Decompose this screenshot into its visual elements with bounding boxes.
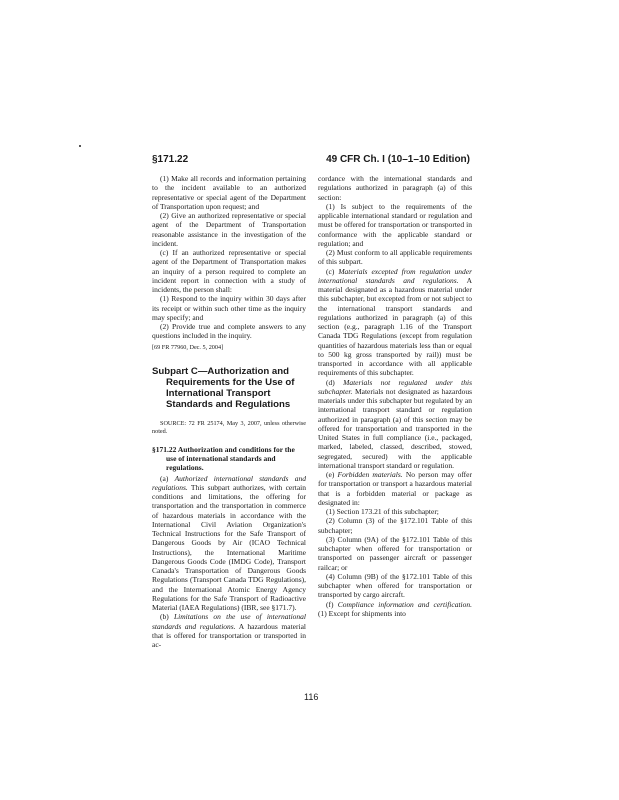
source-note: SOURCE: 72 FR 25174, May 3, 2007, unless otherwise noted. (152, 419, 306, 435)
running-head-title: 49 CFR Ch. I (10–1–10 Edition) (326, 154, 470, 165)
right-column (318, 174, 472, 618)
list-item: (3) Column (9A) of the §172.101 Table of this subchapter when offered for transportation or transported on passenger aircraft or passenger railcar; or (318, 534, 472, 572)
para-text: No person may offer for transportation or transport a hazardous material that is a forbidden material or package as designated in: (318, 470, 473, 507)
para-title: Compliance information and certification. (337, 599, 472, 609)
paragraph-e (318, 470, 472, 507)
para-label: (f) (326, 599, 338, 609)
para-label: (d) (326, 377, 344, 387)
paragraph: (1) Make all records and information pertaining to the incident available to an authorized representative or special agent of the Department of Transportation upon request; and (152, 174, 306, 211)
para-text: Materials not designated as hazardous materials under this subchapter but regulated by an international transport standard or regulation authorized in paragraph (a) of this section may be offered for transportation and transported in the United States in full compliance (i.e., packaged, marked, labeled, classed, described, stowed, segregated, secured) with the applicable international transport standard or regulation. (318, 386, 472, 470)
para-title: Limitations on the use of international standards and regulations. (152, 612, 306, 631)
list-item: (1) Section 173.21 of this subchapter; (326, 507, 439, 516)
para-text: A hazardous material that is offered for transportation or transported in ac- (152, 621, 307, 649)
page-number: 116 (304, 692, 319, 702)
para-label: (e) (326, 470, 338, 479)
paragraph-c (318, 267, 472, 378)
para-title: Materials excepted from regulation under international standards and regulations. (318, 266, 472, 285)
paragraph: (2) Must conform to all applicable requirements of this subpart. (318, 248, 472, 267)
para-label: (b) (160, 612, 174, 622)
paragraph-continuation: cordance with the international standards and regulations authorized in paragraph (a) of this section: (318, 174, 472, 202)
subpart-heading: Subpart C—Authorization and Requirements for the Use of International Transport Standards and Regulations (152, 365, 295, 410)
list-item: (2) Column (3) of the §172.101 Table of this subchapter; (318, 516, 472, 535)
para-title: Forbidden materials. (337, 470, 403, 479)
paragraph-a (152, 474, 306, 613)
para-text: A material designated as a hazardous material under this subchapter, but excepted from or not subject to the international transport standards and regulations authorized in paragraph (a) of this section (e.g., paragraph 1.16 of the Transport Canada TDG Regulations (except from regulation quantities of hazardous materials less than or equal to 500 kg gross transported by rail)) must be transported in accordance with all applicable requirements of this subchapter. (318, 275, 472, 378)
paragraph-d (318, 378, 472, 471)
paragraph-b (152, 612, 306, 649)
citation: [69 FR 77960, Dec. 5, 2004] (152, 343, 224, 351)
paragraph-f (318, 600, 472, 619)
running-head-section: §171.22 (152, 154, 189, 165)
para-label: (c) (326, 266, 339, 276)
left-column (152, 174, 306, 649)
section-heading: §171.22 Authorization and conditions for the use of international standards and regulations. (152, 444, 295, 473)
list-item: (4) Column (9B) of the §172.101 Table of this subchapter when offered for transportation or transported by cargo aircraft. (318, 571, 472, 600)
para-text: This subpart authorizes, with certain conditions and limitations, the offering for transportation and the transportation in commerce of hazardous materials in accordance with the International Civil Aviation Organization's Technical Instructions for the Safe Transport of Dangerous Goods by Air (ICAO Technical Instructions), the International Maritime Dangerous Goods Code (IMDG Code), Transport Canada's Transportation of Dangerous Goods Regulations (Transport Canada TDG Regulations), and the International Atomic Energy Agency Regulations for the Safe Transport of Radioactive Material (IAEA Regulations) (IBR, see §171.7). (152, 482, 306, 612)
para-label: (a) (160, 473, 175, 483)
paragraph: (2) Give an authorized representative or special agent of the Department of Transportation reasonable assistance in the investigation of the incident. (152, 211, 306, 248)
para-title: Materials not regulated under this subchapter. (318, 377, 472, 396)
paragraph: (2) Provide true and complete answers to any questions included in the inquiry. (152, 322, 306, 341)
scan-speck (79, 145, 81, 147)
paragraph: (c) If an authorized representative or special agent of the Department of Transportation makes an inquiry of a person required to complete an incident report in connection with a study of incidents, the person shall: (152, 248, 306, 294)
paragraph: (1) Is subject to the requirements of the applicable international standard or regulation and must be offered for transportation or transported in conformance with the applicable standard or regulation; and (318, 201, 472, 248)
para-text: (1) Except for shipments into (318, 608, 406, 618)
para-title: Authorized international standards and regulations. (152, 473, 306, 492)
paragraph: (1) Respond to the inquiry within 30 days after its receipt or within such other time as the inquiry may specify; and (152, 294, 306, 322)
